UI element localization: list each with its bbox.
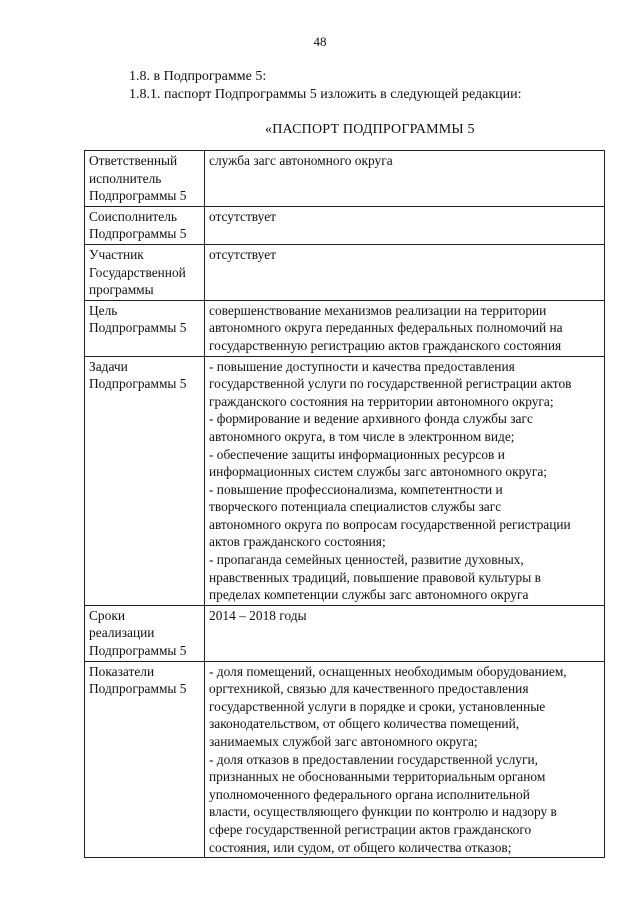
- passport-title: «ПАСПОРТ ПОДПРОГРАММЫ 5: [265, 122, 475, 137]
- value-line: - формирование и ведение архивного фонда службы загс: [209, 411, 533, 427]
- label-line: Цель: [89, 302, 118, 318]
- table-row: [85, 151, 605, 207]
- value-line: автономного округа по вопросам государственной регистрации: [209, 516, 571, 532]
- label-line: Подпрограммы 5: [89, 681, 187, 697]
- label-line: Показатели: [89, 663, 155, 679]
- value-line: автономного округа переданных федеральных полномочий на: [209, 320, 563, 336]
- value-line: признанных не обоснованными территориальным органом: [209, 769, 546, 785]
- table-row: [85, 605, 605, 661]
- value-line: творческого потенциала специалистов службы загс: [209, 499, 502, 515]
- value-line: отсутствует: [209, 208, 276, 224]
- value-line: - пропаганда семейных ценностей, развитие духовных,: [209, 552, 524, 568]
- row-label-co-executor: [85, 206, 205, 244]
- row-value-responsible-executor: [205, 151, 605, 207]
- table-row: [85, 356, 605, 605]
- label-line: Сроки: [89, 607, 125, 623]
- label-line: Подпрограммы 5: [89, 320, 187, 336]
- passport-table: [84, 150, 605, 858]
- label-line: Задачи: [89, 358, 128, 374]
- paragraph-1-8-1: 1.8.1. паспорт Подпрограммы 5 изложить в следующей редакции:: [129, 87, 522, 102]
- value-line: служба загс автономного округа: [209, 153, 393, 168]
- value-line: автономного округа, в том числе в электронном виде;: [209, 428, 515, 444]
- row-label-participant: [85, 244, 205, 300]
- label-line: Соисполнитель: [89, 208, 178, 224]
- row-value-co-executor: [205, 206, 605, 244]
- row-value-participant: [205, 244, 605, 300]
- value-line: - повышение профессионализма, компетентности и: [209, 481, 503, 497]
- label-line: Подпрограммы 5: [89, 226, 187, 242]
- row-value-goal: [205, 300, 605, 356]
- value-line: нравственных традиций, повышение правовой культуры в: [209, 569, 541, 585]
- value-line: сфере государственной регистрации актов гражданского: [209, 821, 532, 837]
- value-line: отсутствует: [209, 246, 276, 262]
- table-row: [85, 300, 605, 356]
- value-line: пределах компетенции службы загс автономного округа: [209, 587, 529, 603]
- value-line: совершенствование механизмов реализации на территории: [209, 302, 547, 318]
- label-line: Подпрограммы 5: [89, 643, 187, 659]
- value-line: законодательством, от общего количества помещений,: [209, 716, 520, 732]
- label-line: исполнитель: [89, 170, 162, 186]
- value-line: уполномоченного федерального органа исполнительной: [209, 786, 530, 802]
- row-value-indicators: [205, 661, 605, 858]
- label-line: программы: [89, 282, 154, 298]
- label-line: Государственной: [89, 264, 186, 280]
- value-line: государственной услуги в порядке и сроки, установленные: [209, 698, 546, 714]
- label-line: Ответственный: [89, 153, 178, 168]
- row-label-responsible-executor: [85, 151, 205, 207]
- row-label-goal: [85, 300, 205, 356]
- row-value-timeframe: [205, 605, 605, 661]
- table-row: [85, 661, 605, 858]
- label-line: Подпрограммы 5: [89, 376, 187, 392]
- row-value-tasks: [205, 356, 605, 605]
- value-line: - повышение доступности и качества предоставления: [209, 358, 515, 374]
- row-label-indicators: [85, 661, 205, 858]
- value-line: занимаемых службой загс автономного округа;: [209, 734, 478, 749]
- value-line: информационных систем службы загс автономного округа;: [209, 464, 548, 480]
- value-line: состояния, или судом, от общего количества отказов;: [209, 839, 512, 855]
- value-line: гражданского состояния на территории автономного округа;: [209, 393, 554, 409]
- table-row: [85, 206, 605, 244]
- value-line: 2014 – 2018 годы: [209, 607, 307, 623]
- value-line: - доля отказов в предоставлении государственной услуги,: [209, 751, 538, 767]
- value-line: актов гражданского состояния;: [209, 534, 386, 550]
- value-line: - обеспечение защиты информационных ресурсов и: [209, 446, 505, 462]
- label-line: Участник: [89, 246, 144, 262]
- value-line: государственной услуги по государственной регистрации актов: [209, 376, 572, 392]
- value-line: власти, осуществляющего функции по контролю и надзору в: [209, 804, 557, 820]
- row-label-tasks: [85, 356, 205, 605]
- row-label-timeframe: [85, 605, 205, 661]
- value-line: оргтехникой, связью для качественного предоставления: [209, 681, 529, 697]
- label-line: реализации: [89, 625, 155, 641]
- label-line: Подпрограммы 5: [89, 188, 187, 204]
- value-line: государственную регистрацию актов гражданского состояния: [209, 337, 562, 353]
- table-row: [85, 244, 605, 300]
- page-number: 48: [313, 34, 327, 49]
- value-line: - доля помещений, оснащенных необходимым оборудованием,: [209, 663, 567, 679]
- paragraph-1-8: 1.8. в Подпрограмме 5:: [129, 69, 267, 84]
